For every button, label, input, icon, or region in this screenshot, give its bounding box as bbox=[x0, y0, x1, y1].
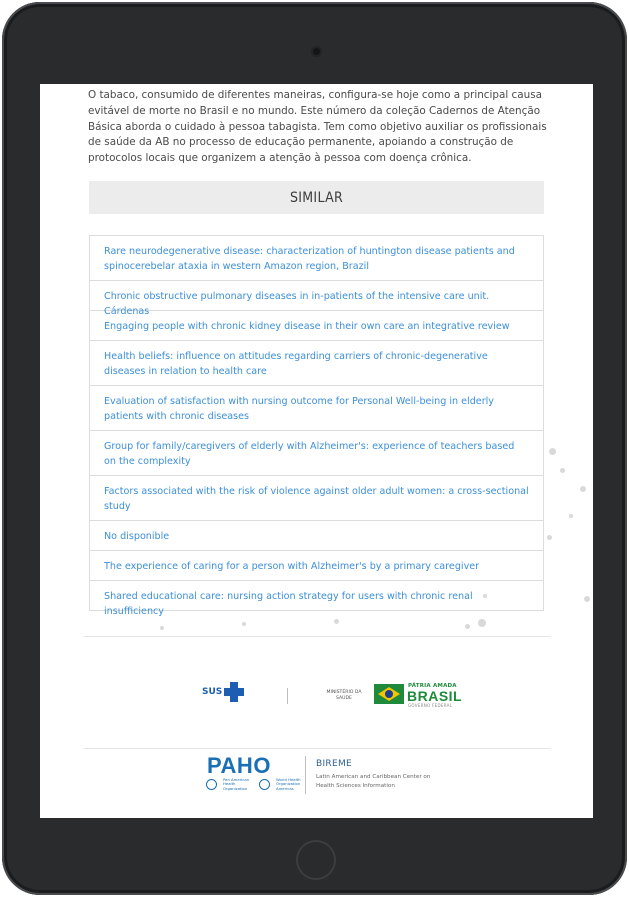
brasil-tagline: PÁTRIA AMADA bbox=[408, 683, 457, 689]
divider bbox=[287, 688, 288, 704]
paho-logo[interactable]: PAHO bbox=[207, 753, 271, 778]
home-button[interactable] bbox=[296, 840, 336, 880]
decor-dot bbox=[580, 486, 586, 492]
list-item[interactable]: No disponible bbox=[90, 521, 543, 551]
globe-icon bbox=[206, 779, 217, 790]
divider bbox=[83, 636, 551, 637]
decor-dot bbox=[465, 624, 470, 629]
list-item[interactable]: Engaging people with chronic kidney disease in their own care an integrative review bbox=[90, 311, 543, 341]
decor-dot bbox=[160, 626, 164, 630]
decor-dot bbox=[569, 514, 573, 518]
camera-icon bbox=[311, 46, 322, 57]
list-item[interactable]: The experience of caring for a person with Alzheimer's by a primary caregiver bbox=[90, 551, 543, 581]
list-item[interactable]: Evaluation of satisfaction with nursing outcome for Personal Well-being in elderly patients with chronic diseases bbox=[90, 386, 543, 431]
screen bbox=[40, 84, 593, 818]
who-org-label: World Health Organization Americas bbox=[276, 777, 301, 791]
divider bbox=[305, 756, 306, 794]
who-emblem-icon bbox=[259, 779, 270, 790]
decor-dot bbox=[478, 619, 486, 627]
list-item[interactable]: Rare neurodegenerative disease: characterization of huntington disease patients and spinocerebelar ataxia in western Amazon region, Brazil bbox=[90, 236, 543, 281]
sus-text: SUS bbox=[202, 687, 223, 697]
decor-dot bbox=[584, 596, 590, 602]
list-item[interactable]: Group for family/caregivers of elderly with Alzheimer's: experience of teachers based on the complexity bbox=[90, 431, 543, 476]
decor-dot bbox=[560, 468, 565, 473]
list-item[interactable]: Health beliefs: influence on attitudes regarding carriers of chronic-degenerative diseases in relation to health care bbox=[90, 341, 543, 386]
list-item[interactable]: Factors associated with the risk of violence against older adult women: a cross-sectional study bbox=[90, 476, 543, 521]
decor-dot bbox=[242, 622, 246, 626]
bireme-description: Latin American and Caribbean Center on Health Sciences Information bbox=[316, 774, 431, 789]
similar-list bbox=[89, 235, 544, 617]
sus-logo[interactable] bbox=[202, 682, 244, 702]
ministerio-logo[interactable]: MINISTÉRIO DA SAÚDE bbox=[326, 690, 362, 701]
brasil-logo-text[interactable]: BRASIL bbox=[407, 688, 463, 704]
list-item[interactable]: Shared educational care: nursing action strategy for users with chronic renal insufficiency bbox=[90, 581, 543, 611]
similar-header bbox=[89, 181, 544, 214]
paho-orgs bbox=[206, 778, 306, 791]
decor-dot bbox=[547, 535, 552, 540]
similar-title: SIMILAR bbox=[289, 189, 344, 206]
list-item[interactable]: Chronic obstructive pulmonary diseases in in-patients of the intensive care unit. Cárdenas bbox=[90, 281, 543, 311]
divider bbox=[83, 748, 551, 749]
cross-icon bbox=[224, 682, 244, 702]
tablet-frame bbox=[2, 2, 627, 895]
bireme-logo[interactable]: BIREME bbox=[316, 759, 353, 769]
paho-org-label: Pan American Health Organization bbox=[223, 777, 250, 791]
decor-dot bbox=[549, 448, 556, 455]
flag-circle bbox=[385, 690, 393, 698]
brasil-sub: GOVERNO FEDERAL bbox=[408, 703, 453, 708]
abstract-text: O tabaco, consumido de diferentes maneiras, configura-se hoje como a principal causa evitável de morte no Brasil e no mundo. Este número da coleção Cadernos de Atenção Básica aborda o cuidado à pessoa tabagista. Tem como objetivo auxiliar os profissionais de saúde da AB no processo de educação permanente, apoiando a construção de protocolos locais que organizem a atenção à pessoa com doença crônica. bbox=[88, 89, 547, 164]
decor-dot bbox=[334, 619, 339, 624]
